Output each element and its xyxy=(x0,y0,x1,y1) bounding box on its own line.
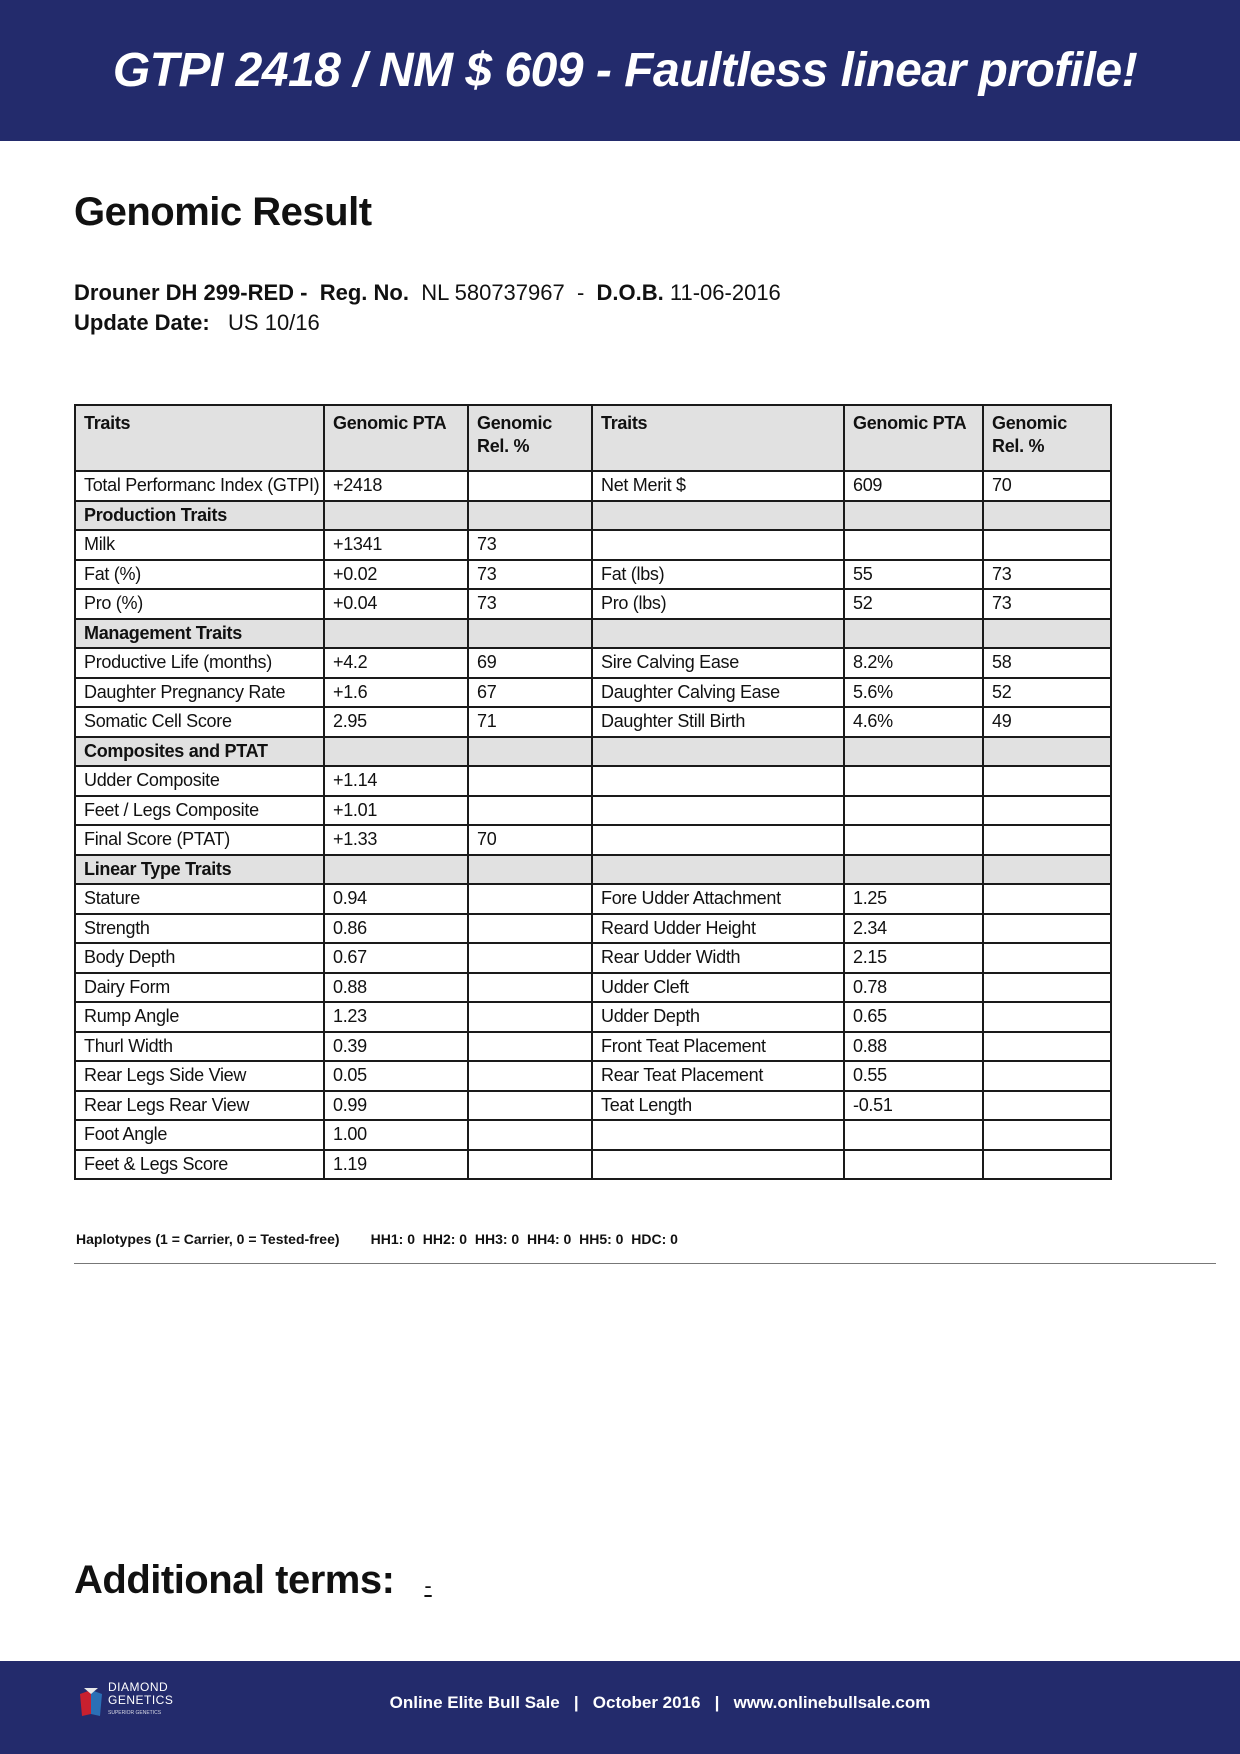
footer-banner xyxy=(0,1661,1240,1754)
reg-number: NL 580737967 xyxy=(421,280,565,305)
table-cell: Total Performanc Index (GTPI) xyxy=(75,471,324,501)
table-row xyxy=(75,825,1111,855)
table-cell xyxy=(983,855,1111,885)
table-cell xyxy=(324,501,468,531)
table-row xyxy=(75,1002,1111,1032)
animal-line xyxy=(74,278,781,308)
table-cell xyxy=(468,501,592,531)
table-cell xyxy=(983,1120,1111,1150)
table-cell xyxy=(844,1120,983,1150)
table-cell: 0.05 xyxy=(324,1061,468,1091)
table-cell xyxy=(983,530,1111,560)
table-cell xyxy=(592,619,844,649)
divider xyxy=(74,1263,1216,1264)
additional-terms-value: - xyxy=(424,1573,432,1598)
table-cell: Feet & Legs Score xyxy=(75,1150,324,1180)
table-cell xyxy=(844,855,983,885)
table-cell: 1.00 xyxy=(324,1120,468,1150)
table-cell: Pro (%) xyxy=(75,589,324,619)
table-cell xyxy=(468,1150,592,1180)
table-cell: +0.02 xyxy=(324,560,468,590)
animal-info xyxy=(74,278,781,338)
reg-label: Reg. No. xyxy=(319,280,409,305)
table-cell xyxy=(468,1091,592,1121)
dob-label: D.O.B. xyxy=(596,280,664,305)
table-cell: Teat Length xyxy=(592,1091,844,1121)
table-cell xyxy=(324,737,468,767)
header-genomic-rel-2: Genomic Rel. % xyxy=(983,405,1111,471)
table-cell: 58 xyxy=(983,648,1111,678)
section-row xyxy=(75,501,1111,531)
table-cell: 5.6% xyxy=(844,678,983,708)
header-genomic-pta-2: Genomic PTA xyxy=(844,405,983,471)
table-cell: Pro (lbs) xyxy=(592,589,844,619)
table-cell: Management Traits xyxy=(75,619,324,649)
table-cell: +4.2 xyxy=(324,648,468,678)
update-value: US 10/16 xyxy=(228,310,320,335)
table-cell: 71 xyxy=(468,707,592,737)
table-cell: 0.55 xyxy=(844,1061,983,1091)
table-cell: Somatic Cell Score xyxy=(75,707,324,737)
table-row xyxy=(75,914,1111,944)
table-cell: 73 xyxy=(983,560,1111,590)
table-cell xyxy=(592,530,844,560)
table-cell: +1.33 xyxy=(324,825,468,855)
table-cell xyxy=(983,619,1111,649)
table-cell: Rear Legs Side View xyxy=(75,1061,324,1091)
table-cell: 73 xyxy=(468,560,592,590)
table-cell: 1.25 xyxy=(844,884,983,914)
header-traits: Traits xyxy=(75,405,324,471)
table-cell: 0.88 xyxy=(324,973,468,1003)
table-cell: 55 xyxy=(844,560,983,590)
table-cell: +1341 xyxy=(324,530,468,560)
table-row xyxy=(75,1120,1111,1150)
genomic-traits-table xyxy=(74,404,1112,1180)
table-cell xyxy=(468,619,592,649)
table-cell: 4.6% xyxy=(844,707,983,737)
table-cell xyxy=(468,884,592,914)
table-cell: Udder Depth xyxy=(592,1002,844,1032)
table-cell: 609 xyxy=(844,471,983,501)
table-cell: 2.95 xyxy=(324,707,468,737)
logo-line2: GENETICS xyxy=(108,1693,174,1707)
table-cell: +0.04 xyxy=(324,589,468,619)
table-cell: Linear Type Traits xyxy=(75,855,324,885)
table-cell xyxy=(844,530,983,560)
table-cell: Fat (%) xyxy=(75,560,324,590)
table-cell xyxy=(468,796,592,826)
table-cell: +1.6 xyxy=(324,678,468,708)
table-cell: 73 xyxy=(983,589,1111,619)
table-row xyxy=(75,1061,1111,1091)
table-cell: Dairy Form xyxy=(75,973,324,1003)
table-cell: 0.65 xyxy=(844,1002,983,1032)
table-row xyxy=(75,648,1111,678)
table-row xyxy=(75,678,1111,708)
update-label: Update Date: xyxy=(74,310,210,335)
table-cell xyxy=(844,825,983,855)
table-cell: 1.23 xyxy=(324,1002,468,1032)
table-cell xyxy=(983,1091,1111,1121)
table-cell: 70 xyxy=(468,825,592,855)
table-cell xyxy=(844,766,983,796)
table-cell xyxy=(844,619,983,649)
table-row xyxy=(75,1032,1111,1062)
table-row xyxy=(75,884,1111,914)
header-banner xyxy=(0,0,1240,141)
table-cell: 73 xyxy=(468,530,592,560)
table-cell xyxy=(592,766,844,796)
table-cell xyxy=(592,1150,844,1180)
table-cell xyxy=(468,973,592,1003)
table-cell: 0.86 xyxy=(324,914,468,944)
table-cell: 70 xyxy=(983,471,1111,501)
table-cell xyxy=(324,619,468,649)
additional-terms xyxy=(74,1558,432,1603)
table-cell xyxy=(324,855,468,885)
table-cell xyxy=(468,943,592,973)
table-cell xyxy=(468,914,592,944)
table-cell: Production Traits xyxy=(75,501,324,531)
table-row xyxy=(75,589,1111,619)
animal-name: Drouner DH 299-RED - xyxy=(74,280,308,305)
separator: - xyxy=(576,280,585,305)
table-cell xyxy=(983,825,1111,855)
table-cell: 8.2% xyxy=(844,648,983,678)
table-cell: 69 xyxy=(468,648,592,678)
table-cell: Body Depth xyxy=(75,943,324,973)
table-cell: Strength xyxy=(75,914,324,944)
table-cell: Udder Cleft xyxy=(592,973,844,1003)
table-row xyxy=(75,560,1111,590)
table-cell xyxy=(592,855,844,885)
table-row xyxy=(75,943,1111,973)
footer-text: Online Elite Bull Sale | October 2016 | www.onlinebullsale.com xyxy=(389,1693,931,1712)
page-title: Genomic Result xyxy=(74,190,372,234)
section-row xyxy=(75,619,1111,649)
table-cell: 0.78 xyxy=(844,973,983,1003)
table-cell xyxy=(468,737,592,767)
additional-terms-label: Additional terms: xyxy=(74,1558,395,1602)
table-cell xyxy=(983,1032,1111,1062)
table-cell: Milk xyxy=(75,530,324,560)
table-cell xyxy=(844,737,983,767)
table-cell: 67 xyxy=(468,678,592,708)
table-cell: Feet / Legs Composite xyxy=(75,796,324,826)
table-cell: 0.88 xyxy=(844,1032,983,1062)
table-cell xyxy=(983,766,1111,796)
table-cell: 2.34 xyxy=(844,914,983,944)
table-cell xyxy=(468,1061,592,1091)
table-row xyxy=(75,973,1111,1003)
table-cell: Rear Legs Rear View xyxy=(75,1091,324,1121)
table-cell: Thurl Width xyxy=(75,1032,324,1062)
update-line xyxy=(74,308,781,338)
header-genomic-pta: Genomic PTA xyxy=(324,405,468,471)
table-cell: Sire Calving Ease xyxy=(592,648,844,678)
table-cell xyxy=(983,943,1111,973)
table-row xyxy=(75,1091,1111,1121)
table-cell: +1.01 xyxy=(324,796,468,826)
table-cell: Daughter Calving Ease xyxy=(592,678,844,708)
table-row xyxy=(75,471,1111,501)
table-cell: 0.39 xyxy=(324,1032,468,1062)
logo-tagline: SUPERIOR GENETICS xyxy=(108,1710,162,1716)
table-cell xyxy=(468,855,592,885)
table-cell: Productive Life (months) xyxy=(75,648,324,678)
table-cell: Daughter Still Birth xyxy=(592,707,844,737)
table-cell xyxy=(468,1002,592,1032)
table-cell: Udder Composite xyxy=(75,766,324,796)
table-cell: Rump Angle xyxy=(75,1002,324,1032)
table-cell xyxy=(844,501,983,531)
table-cell: 52 xyxy=(844,589,983,619)
table-row xyxy=(75,766,1111,796)
table-cell xyxy=(592,737,844,767)
table-cell: Rear Udder Width xyxy=(592,943,844,973)
haplotypes-line: Haplotypes (1 = Carrier, 0 = Tested-free) HH1: 0 HH2: 0 HH3: 0 HH4: 0 HH5: 0 HDC: 0 xyxy=(76,1231,678,1247)
table-cell xyxy=(468,1120,592,1150)
header-genomic-rel: Genomic Rel. % xyxy=(468,405,592,471)
table-body xyxy=(75,471,1111,1179)
table-cell xyxy=(592,1120,844,1150)
banner-title: GTPI 2418 / NM $ 609 - Faultless linear profile! xyxy=(112,44,1138,97)
table-cell: 0.67 xyxy=(324,943,468,973)
table-cell: 0.94 xyxy=(324,884,468,914)
table-cell: 1.19 xyxy=(324,1150,468,1180)
table-cell: -0.51 xyxy=(844,1091,983,1121)
table-row xyxy=(75,530,1111,560)
table-cell: +1.14 xyxy=(324,766,468,796)
table-cell: Reard Udder Height xyxy=(592,914,844,944)
table-cell xyxy=(983,973,1111,1003)
table-cell xyxy=(983,737,1111,767)
table-row xyxy=(75,1150,1111,1180)
table-cell: Final Score (PTAT) xyxy=(75,825,324,855)
dob-value: 11-06-2016 xyxy=(669,280,781,305)
table-cell xyxy=(844,1150,983,1180)
table-cell: Foot Angle xyxy=(75,1120,324,1150)
table-cell: Composites and PTAT xyxy=(75,737,324,767)
table-cell xyxy=(592,825,844,855)
table-cell xyxy=(983,796,1111,826)
table-cell: 2.15 xyxy=(844,943,983,973)
table-cell: Stature xyxy=(75,884,324,914)
table-cell: +2418 xyxy=(324,471,468,501)
table-cell: Daughter Pregnancy Rate xyxy=(75,678,324,708)
table-cell xyxy=(983,914,1111,944)
table-header-row xyxy=(75,405,1111,471)
table-row xyxy=(75,707,1111,737)
table-cell: 0.99 xyxy=(324,1091,468,1121)
table-cell xyxy=(983,1061,1111,1091)
table-cell xyxy=(983,1002,1111,1032)
table-cell: Fore Udder Attachment xyxy=(592,884,844,914)
table-cell xyxy=(983,884,1111,914)
table-cell xyxy=(468,471,592,501)
section-row xyxy=(75,737,1111,767)
table-cell xyxy=(983,1150,1111,1180)
table-cell xyxy=(592,796,844,826)
table-row xyxy=(75,796,1111,826)
table-cell xyxy=(468,1032,592,1062)
logo-line1: DIAMOND xyxy=(108,1680,169,1694)
section-row xyxy=(75,855,1111,885)
header-traits-2: Traits xyxy=(592,405,844,471)
table-cell: Rear Teat Placement xyxy=(592,1061,844,1091)
table-cell xyxy=(983,501,1111,531)
table-cell: 52 xyxy=(983,678,1111,708)
table-cell: Fat (lbs) xyxy=(592,560,844,590)
table-cell: 49 xyxy=(983,707,1111,737)
table-cell: Net Merit $ xyxy=(592,471,844,501)
table-cell xyxy=(468,766,592,796)
table-cell: 73 xyxy=(468,589,592,619)
table-cell: Front Teat Placement xyxy=(592,1032,844,1062)
table-cell xyxy=(592,501,844,531)
table-cell xyxy=(844,796,983,826)
